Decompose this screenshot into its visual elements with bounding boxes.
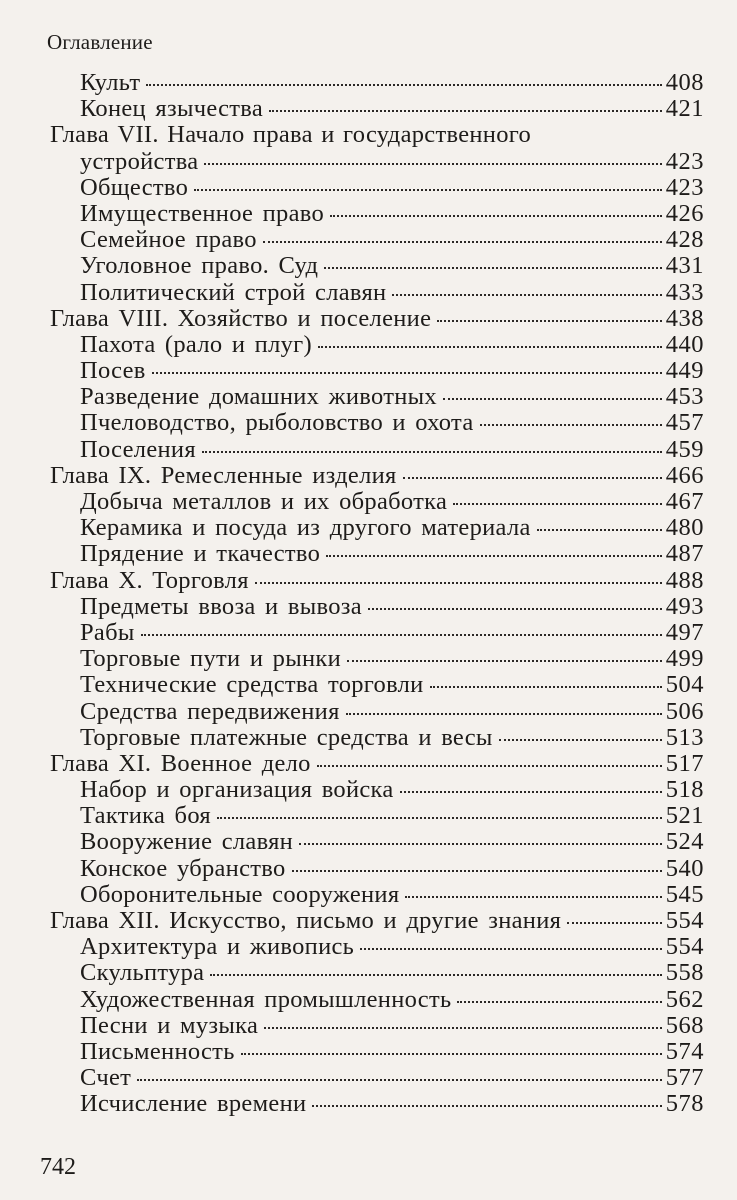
toc-entry-title: Поселения [80, 435, 196, 463]
dot-leader [194, 189, 662, 191]
toc-entry[interactable] [50, 829, 704, 855]
table-of-contents [50, 70, 704, 1118]
dot-leader [241, 1053, 662, 1055]
dot-leader [264, 1027, 662, 1029]
toc-entry-title: Керамика и посуда из другого материала [80, 514, 531, 542]
toc-entry-page: 499 [665, 645, 704, 673]
toc-entry-title: Песни и музыка [80, 1011, 259, 1039]
dot-leader [292, 870, 662, 872]
toc-entry-page: 408 [665, 69, 704, 96]
toc-entry-title: Оборонительные сооружения [80, 880, 400, 908]
toc-entry-page: 568 [665, 1011, 704, 1039]
dot-leader [326, 555, 662, 557]
toc-entry-title: Разведение домашних животных [80, 383, 437, 411]
toc-entry[interactable] [50, 699, 704, 725]
toc-entry-page: 518 [665, 776, 704, 804]
chapter-title: Глава IX. Ремесленные изделия [50, 461, 397, 489]
toc-entry-page: 577 [665, 1064, 704, 1092]
chapter-heading[interactable]: Глава VII. Начало права и государственного [50, 121, 532, 149]
toc-entry-page: 506 [665, 697, 704, 725]
dot-leader [457, 1001, 661, 1003]
toc-entry[interactable] [50, 384, 704, 410]
toc-entry-page: 545 [665, 880, 704, 908]
toc-entry[interactable] [50, 70, 704, 96]
toc-entry-title: устройства [80, 147, 199, 175]
toc-entry-title: Культ [80, 69, 141, 96]
dot-leader [324, 267, 661, 269]
toc-entry[interactable] [50, 253, 704, 279]
chapter-entry[interactable] [50, 463, 704, 489]
dot-leader [537, 529, 662, 531]
toc-entry-page: 421 [665, 95, 704, 123]
toc-entry[interactable] [50, 96, 704, 122]
dot-leader [141, 634, 662, 636]
dot-leader [146, 84, 661, 86]
toc-entry-page: 558 [665, 959, 704, 987]
toc-entry[interactable] [50, 175, 704, 201]
chapter-title: Глава VIII. Хозяйство и поселение [50, 304, 432, 332]
toc-entry-title: Общество [80, 173, 189, 201]
toc-entry-page: 574 [665, 1037, 704, 1065]
dot-leader [317, 765, 662, 767]
toc-entry[interactable] [50, 987, 704, 1013]
toc-entry-page: 497 [665, 618, 704, 646]
toc-entry-title: Торговые платежные средства и весы [80, 723, 493, 751]
chapter-entry[interactable] [50, 306, 704, 332]
toc-entry-title: Конское убранство [80, 854, 286, 882]
toc-entry-title: Художественная промышленность [80, 985, 452, 1013]
dot-leader [299, 843, 662, 845]
toc-entry-page: 540 [665, 854, 704, 882]
toc-entry-title: Семейное право [80, 226, 257, 254]
chapter-heading-continuation[interactable] [50, 149, 704, 175]
toc-entry-page: 521 [665, 802, 704, 830]
toc-entry[interactable] [50, 882, 704, 908]
chapter-entry[interactable] [50, 908, 704, 934]
toc-entry[interactable] [50, 515, 704, 541]
toc-entry[interactable] [50, 725, 704, 751]
toc-entry-page: 554 [665, 933, 704, 961]
toc-entry[interactable] [50, 332, 704, 358]
toc-entry-page: 467 [665, 488, 704, 515]
toc-entry-page: 504 [665, 671, 704, 699]
dot-leader [263, 241, 662, 243]
dot-leader [217, 817, 662, 819]
dot-leader [403, 477, 662, 479]
dot-leader [567, 922, 662, 924]
dot-leader [430, 686, 662, 688]
chapter-page: 438 [665, 304, 704, 332]
toc-entry-title: Пахота (рало и плуг) [80, 330, 312, 358]
toc-entry-page: 440 [665, 330, 704, 358]
dot-leader [204, 163, 661, 165]
toc-entry-page: 428 [665, 226, 704, 254]
dot-leader [392, 294, 661, 296]
chapter-page: 554 [665, 907, 704, 934]
toc-entry-title: Архитектура и живопись [80, 933, 355, 961]
toc-entry-page: 562 [665, 985, 704, 1013]
toc-entry-title: Посев [80, 357, 146, 385]
toc-entry-title: Торговые пути и рынки [80, 645, 342, 673]
dot-leader [437, 320, 661, 322]
dot-leader [269, 110, 662, 112]
toc-entry-title: Технические средства торговли [80, 671, 424, 699]
toc-entry[interactable] [50, 541, 704, 567]
toc-entry[interactable] [50, 489, 704, 515]
chapter-entry[interactable] [50, 568, 704, 594]
toc-entry-page: 487 [665, 540, 704, 568]
toc-entry[interactable] [50, 934, 704, 960]
toc-entry-page: 459 [665, 435, 704, 463]
toc-entry-page: 449 [665, 357, 704, 385]
toc-entry-title: Конец язычества [80, 95, 264, 123]
toc-entry-title: Добыча металлов и их обработка [80, 488, 448, 515]
dot-leader [443, 398, 662, 400]
chapter-entry[interactable] [50, 751, 704, 777]
toc-entry[interactable] [50, 280, 704, 306]
toc-entry-page: 433 [665, 278, 704, 306]
dot-leader [360, 948, 662, 950]
dot-leader [347, 660, 662, 662]
toc-entry-title: Счет [80, 1064, 132, 1092]
toc-entry[interactable] [50, 437, 704, 463]
toc-entry-title: Исчисление времени [80, 1090, 307, 1118]
toc-entry-page: 423 [665, 147, 704, 175]
toc-entry[interactable] [50, 201, 704, 227]
toc-entry-title: Тактика боя [80, 802, 211, 830]
dot-leader [330, 215, 662, 217]
dot-leader [453, 503, 662, 505]
dot-leader [400, 791, 662, 793]
toc-entry-title: Средства передвижения [80, 697, 340, 725]
dot-leader [152, 372, 662, 374]
toc-entry[interactable] [50, 803, 704, 829]
chapter-title: Глава XII. Искусство, письмо и другие знания [50, 907, 562, 934]
toc-entry-title: Скульптура [80, 959, 205, 987]
dot-leader [346, 713, 662, 715]
page-number: 742 [40, 1154, 76, 1180]
chapter-title: Глава XI. Военное дело [50, 749, 311, 777]
chapter-page: 517 [665, 749, 704, 777]
toc-entry-title: Имущественное право [80, 199, 325, 227]
toc-entry-title: Политический строй славян [80, 278, 387, 306]
toc-entry-page: 513 [665, 723, 704, 751]
toc-entry-title: Прядение и ткачество [80, 540, 321, 568]
toc-entry-title: Набор и организация войска [80, 776, 394, 804]
toc-entry[interactable] [50, 856, 704, 882]
dot-leader [202, 451, 662, 453]
toc-entry-title: Вооружение славян [80, 828, 294, 856]
toc-entry[interactable] [50, 620, 704, 646]
toc-entry-page: 480 [665, 514, 704, 542]
chapter-page: 466 [665, 461, 704, 489]
chapter-title: Глава X. Торговля [50, 566, 249, 594]
toc-entry[interactable] [50, 1091, 704, 1117]
toc-entry[interactable] [50, 594, 704, 620]
toc-entry[interactable] [50, 410, 704, 436]
dot-leader [137, 1079, 662, 1081]
toc-entry[interactable] [50, 672, 704, 698]
toc-entry-page: 426 [665, 199, 704, 227]
toc-entry-title: Уголовное право. Суд [80, 252, 319, 280]
toc-entry-page: 423 [665, 173, 704, 201]
toc-entry-page: 457 [665, 409, 704, 437]
toc-entry[interactable] [50, 960, 704, 986]
toc-entry-page: 493 [665, 592, 704, 620]
toc-entry[interactable] [50, 358, 704, 384]
chapter-page: 488 [665, 566, 704, 594]
toc-entry[interactable] [50, 646, 704, 672]
dot-leader [368, 608, 662, 610]
running-head: Оглавление [47, 30, 153, 54]
toc-entry-title: Рабы [80, 618, 135, 646]
toc-entry-page: 524 [665, 828, 704, 856]
toc-entry[interactable] [50, 227, 704, 253]
dot-leader [318, 346, 662, 348]
dot-leader [210, 974, 661, 976]
toc-entry[interactable] [50, 1013, 704, 1039]
dot-leader [312, 1105, 661, 1107]
dot-leader [499, 739, 662, 741]
toc-entry-title: Предметы ввоза и вывоза [80, 592, 362, 620]
toc-entry-page: 453 [665, 383, 704, 411]
toc-entry[interactable] [50, 1039, 704, 1065]
toc-entry-title: Пчеловодство, рыболовство и охота [80, 409, 474, 437]
toc-entry-page: 578 [665, 1090, 704, 1118]
dot-leader [405, 896, 661, 898]
toc-entry[interactable] [50, 777, 704, 803]
toc-entry[interactable] [50, 1065, 704, 1091]
toc-entry-page: 431 [665, 252, 704, 280]
dot-leader [255, 582, 662, 584]
toc-entry-title: Письменность [80, 1037, 235, 1065]
dot-leader [480, 424, 662, 426]
